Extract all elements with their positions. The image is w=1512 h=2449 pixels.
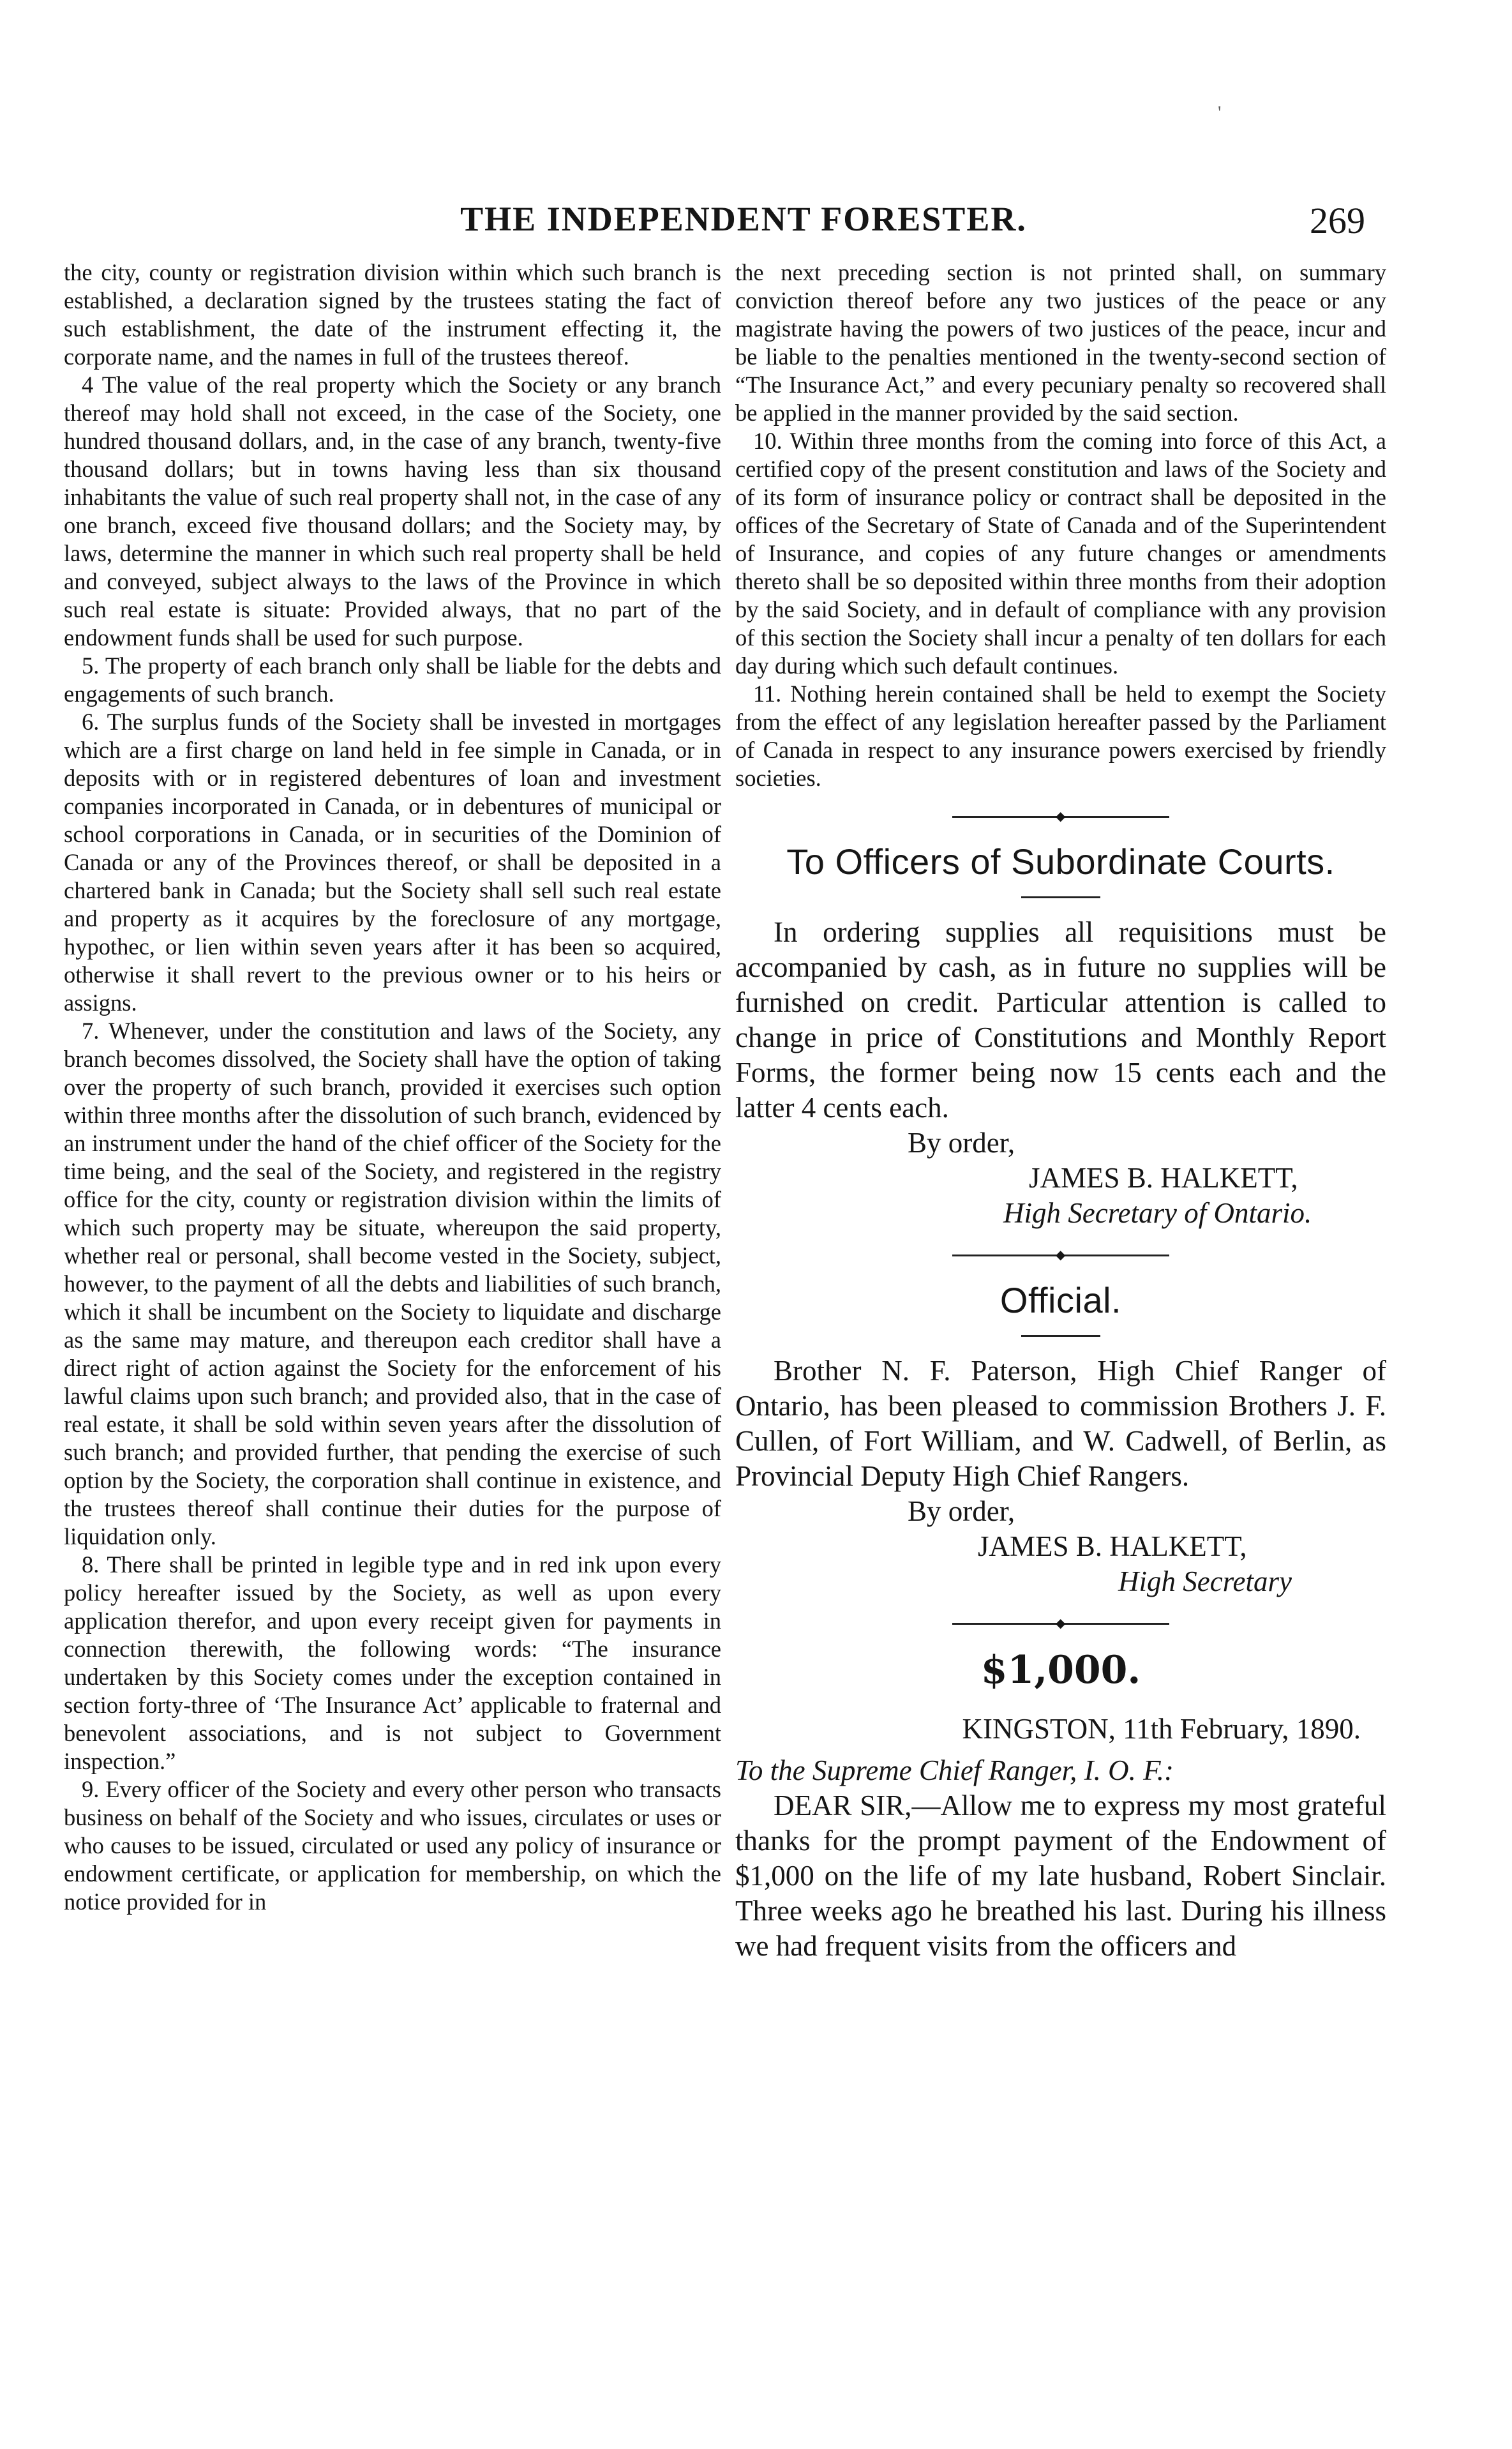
officers-notice-heading: To Officers of Subordinate Courts. <box>786 841 1335 882</box>
left-column <box>64 259 721 1916</box>
paragraph: 7. Whenever, under the constitution and laws of the Society, any branch becomes dissolved, the Society shall have the option of taking over the property of such branch, provided it exercises such option within three months after the dissolution of such branch, evidenced by an instrument under the hand of the chief officer of the Society for the time being, and the seal of the Society, and registered in the registry office for the city, county or registration division within the limits of which such property may be situate, whereupon the said property, whether real or personal, shall become vested in the Society, subject, however, to the payment of all the debts and liabilities of such branch, which it shall be incumbent on the Society to liquidate and discharge as the same may mature, and thereupon each creditor shall have a direct right of action against the Society for the enforcement of his lawful claims upon such branch; and provided also, that in the case of real estate, it shall be sold within seven years after the dissolution of such branch; and provided further, that pending the exercise of such option by the Society, the corporation shall continue in existence, and the trustees thereof shall continue their duties for the purpose of liquidation only. <box>64 1018 721 1549</box>
amount-heading: $1,000. <box>980 1648 1141 1692</box>
by-order: By order, <box>908 1495 1015 1527</box>
officers-notice-body: In ordering supplies all requisitions must be accompanied by cash, as in future no supplies will be furnished on credit. Particular attention is called to change in price of Constitutions and Monthly Report Forms, the former being now 15 cents each and the latter 4 cents each. <box>735 916 1386 1124</box>
divider-diamond: ◆ <box>1056 1616 1066 1631</box>
officers-notice <box>735 841 1386 1231</box>
running-title: THE INDEPENDENT FORESTER. <box>460 200 1027 238</box>
paragraph: 10. Within three months from the coming into force of this Act, a certified copy of the present constitution and laws of the Society and of its form of insurance policy or contract shall be deposited in the offices of the Secretary of State of Canada and of the Superintendent of Insurance, and copies of any future changes or amendments thereto shall be so deposited within three months from their adoption by the said Society, and in default of compliance with any provision of this section the Society shall incur a penalty of ten dollars for each day during which such default continues. <box>735 428 1386 679</box>
page-mark: ' <box>1218 102 1222 123</box>
running-head <box>0 199 1512 244</box>
paragraph: the next preceding section is not printed shall, on summary conviction thereof before any two justices of the peace or any magistrate having the powers of two justices of the peace, incur and be liable to the penalties mentioned in the twenty-second section of “The Insurance Act,” and every pecuniary penalty so recovered shall be applied in the manner provided by the said section. <box>735 259 1386 426</box>
paragraph: 9. Every officer of the Society and every other person who transacts business on behalf of the Society and who issues, circulates or uses or who causes to be issued, circulated or used any policy of insurance or endowment certificate, or application for membership, on which the notice provided for in <box>64 1776 721 1915</box>
paragraph: the city, county or registration division within which such branch is established, a declaration signed by the trustees stating the fact of such establishment, the date of the instrument effecting it, the corporate name, and the names in full of the trustees thereof. <box>64 259 721 370</box>
signature-name: JAMES B. HALKETT, <box>978 1530 1247 1562</box>
paragraph: 8. There shall be printed in legible type and in red ink upon every policy hereafter issued by the Society, as well as upon every application therefor, and upon every receipt given for payments in connection therewith, the following words: “The insurance undertaken by this Society comes under the exception contained in section forty-three of ‘The Insurance Act’ applicable to fraternal and benevolent associations, and is not subject to Government inspection.” <box>64 1551 721 1774</box>
right-column <box>735 259 1386 1964</box>
section-divider <box>952 803 1169 831</box>
act-continuation <box>735 259 1386 792</box>
divider-diamond: ◆ <box>1056 810 1066 824</box>
page-number: 269 <box>1310 200 1365 241</box>
section-divider <box>952 1609 1169 1638</box>
paragraph: 5. The property of each branch only shall be liable for the debts and engagements of such branch. <box>64 652 721 707</box>
endowment-letter <box>735 1648 1386 1964</box>
paragraph: 4 The value of the real property which the Society or any branch thereof may hold shall not exceed, in the case of the Society, one hundred thousand dollars, and, in the case of any branch, twenty-five thousand dollars; but in towns having less than six thousand inhabitants the value of such real property shall not, in the case of any one branch, exceed five thousand dollars; and the Society may, by laws, determine the manner in which such real property shall be held and conveyed, subject always to the laws of the Province in which such real estate is situate: Provided always, that no part of the endowment funds shall be used for such purpose. <box>64 372 721 651</box>
official-heading: Official. <box>999 1280 1122 1320</box>
heading-rule <box>1021 896 1100 898</box>
official-body: Brother N. F. Paterson, High Chief Ranger of Ontario, has been pleased to commission Brothers J. F. Cullen, of Fort William, and W. Cadwell, of Berlin, as Provincial Deputy High Chief Rangers. <box>735 1355 1386 1492</box>
letter-body: DEAR SIR,—Allow me to express my most grateful thanks for the prompt payment of the Endowment of $1,000 on the life of my late husband, Robert Sinclair. Three weeks ago he breathed his last. During his illness we had frequent visits from the officers and <box>735 1790 1386 1962</box>
by-order: By order, <box>908 1127 1015 1159</box>
paragraph: 6. The surplus funds of the Society shall be invested in mortgages which are a first charge on land held in fee simple in Canada, or in deposits with or in registered debentures of loan and investment companies incorporated in Canada, or in debentures of municipal or school corporations in Canada, or in securities of the Dominion of Canada or any of the Provinces thereof, or shall be deposited in a chartered bank in Canada; but the Society shall sell such real estate and property as it acquires by the foreclosure of any mortgage, hypothec, or lien within seven years after it has been so acquired, otherwise it shall revert to the previous owner or to his heirs or assigns. <box>64 709 721 1016</box>
signature-name: JAMES B. HALKETT, <box>1029 1162 1298 1194</box>
section-divider <box>952 1241 1169 1269</box>
letter-dateline: KINGSTON, 11th February, 1890. <box>962 1713 1361 1745</box>
heading-rule <box>1021 1335 1100 1337</box>
letter-salutation: To the Supreme Chief Ranger, I. O. F.: <box>735 1754 1174 1786</box>
official-notice <box>735 1279 1386 1599</box>
signature-title: High Secretary <box>1118 1565 1292 1597</box>
paragraph: 11. Nothing herein contained shall be held to exempt the Society from the effect of any legislation hereafter passed by the Parliament of Canada in respect to any insurance powers exercised by friendly societies. <box>735 681 1386 791</box>
divider-diamond: ◆ <box>1056 1248 1066 1262</box>
signature-title: High Secretary of Ontario. <box>1003 1197 1312 1229</box>
